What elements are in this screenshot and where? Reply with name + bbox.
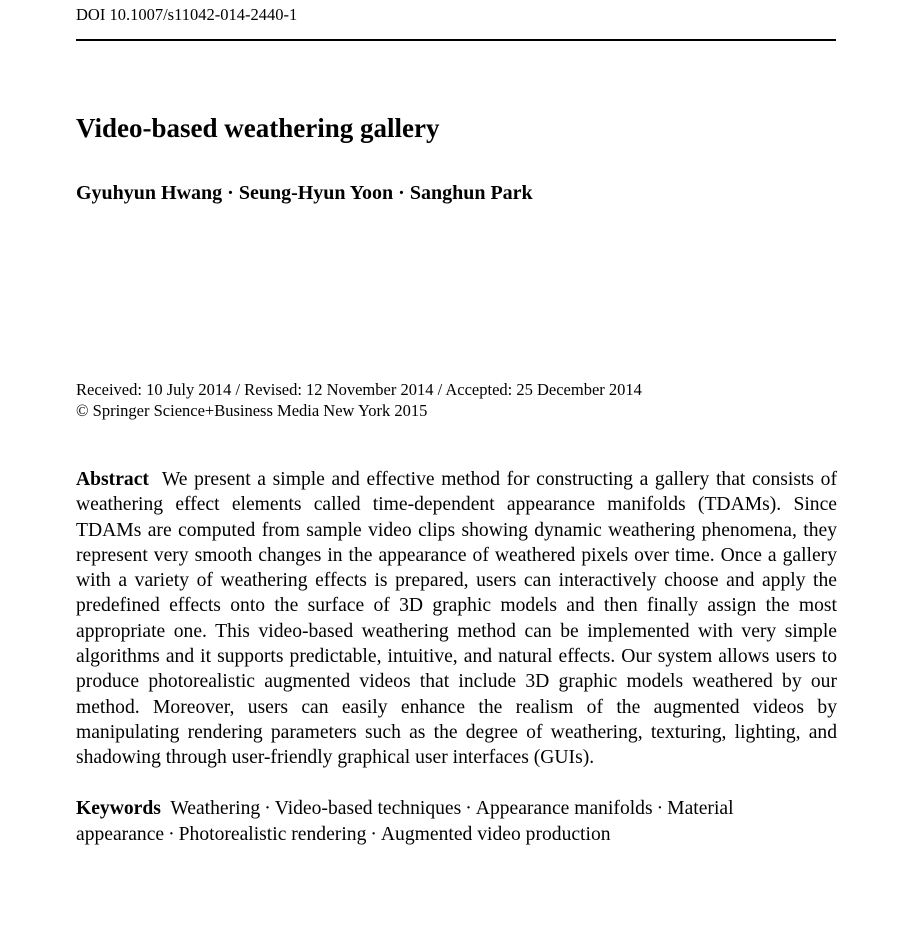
keyword: Appearance manifolds <box>475 798 653 819</box>
author-name: Gyuhyun Hwang <box>76 182 223 204</box>
author-list <box>76 180 533 206</box>
keyword: Augmented video production <box>380 823 611 845</box>
author-name: Seung-Hyun Yoon <box>238 182 394 204</box>
article-title: Video-based weathering gallery <box>76 113 440 143</box>
keyword-separator: · <box>465 798 472 819</box>
abstract-text: We present a simple and effective method for constructing a gallery that consists of weathering effect elements called time-dependent appearance manifolds (TDAMs). Since TDAMs are computed from sample video clips showing dynamic weathering phenomena, they represent very smooth changes in the appearance of weathered pixels over time. Once a gallery with a variety of weathering effects is prepared, users can interactively choose and apply the predefined effects onto the surface of 3D graphic models and then finally assign the most appropriate one. This video-based weathering method can be implemented with very simple algorithms and it supports predictable, intuitive, and natural effects. Our system allows users to produce photorealistic augmented videos that include 3D graphic models weathered by our method. Moreover, users can easily enhance the realism of the augmented videos by manipulating rendering parameters such as the degree of weathering, texturing, lighting, and shadowing through user-friendly graphical user interfaces (GUIs). <box>76 469 837 769</box>
page-header <box>76 0 836 41</box>
keyword: Weathering <box>170 798 261 819</box>
author-separator: · <box>227 182 234 204</box>
abstract-label: Abstract <box>76 469 149 490</box>
keyword: Video-based techniques <box>274 798 462 819</box>
author-separator: · <box>398 182 405 204</box>
copyright-notice: © Springer Science+Business Media New York 2015 <box>76 401 428 420</box>
doi-text[interactable]: DOI 10.1007/s11042-014-2440-1 <box>76 5 298 24</box>
author-name: Sanghun Park <box>409 182 533 204</box>
keyword-separator: · <box>656 798 664 819</box>
keywords-label: Keywords <box>76 798 161 819</box>
abstract-section <box>76 467 837 771</box>
keyword-separator: · <box>168 823 175 845</box>
keyword: Photorealistic rendering <box>178 823 367 845</box>
publication-dates: Received: 10 July 2014 / Revised: 12 November 2014 / Accepted: 25 December 2014 <box>76 380 642 399</box>
keyword: Material appearance <box>76 798 734 845</box>
keywords-section <box>76 796 837 847</box>
keyword-separator: · <box>370 823 377 845</box>
keyword-separator: · <box>264 798 271 819</box>
